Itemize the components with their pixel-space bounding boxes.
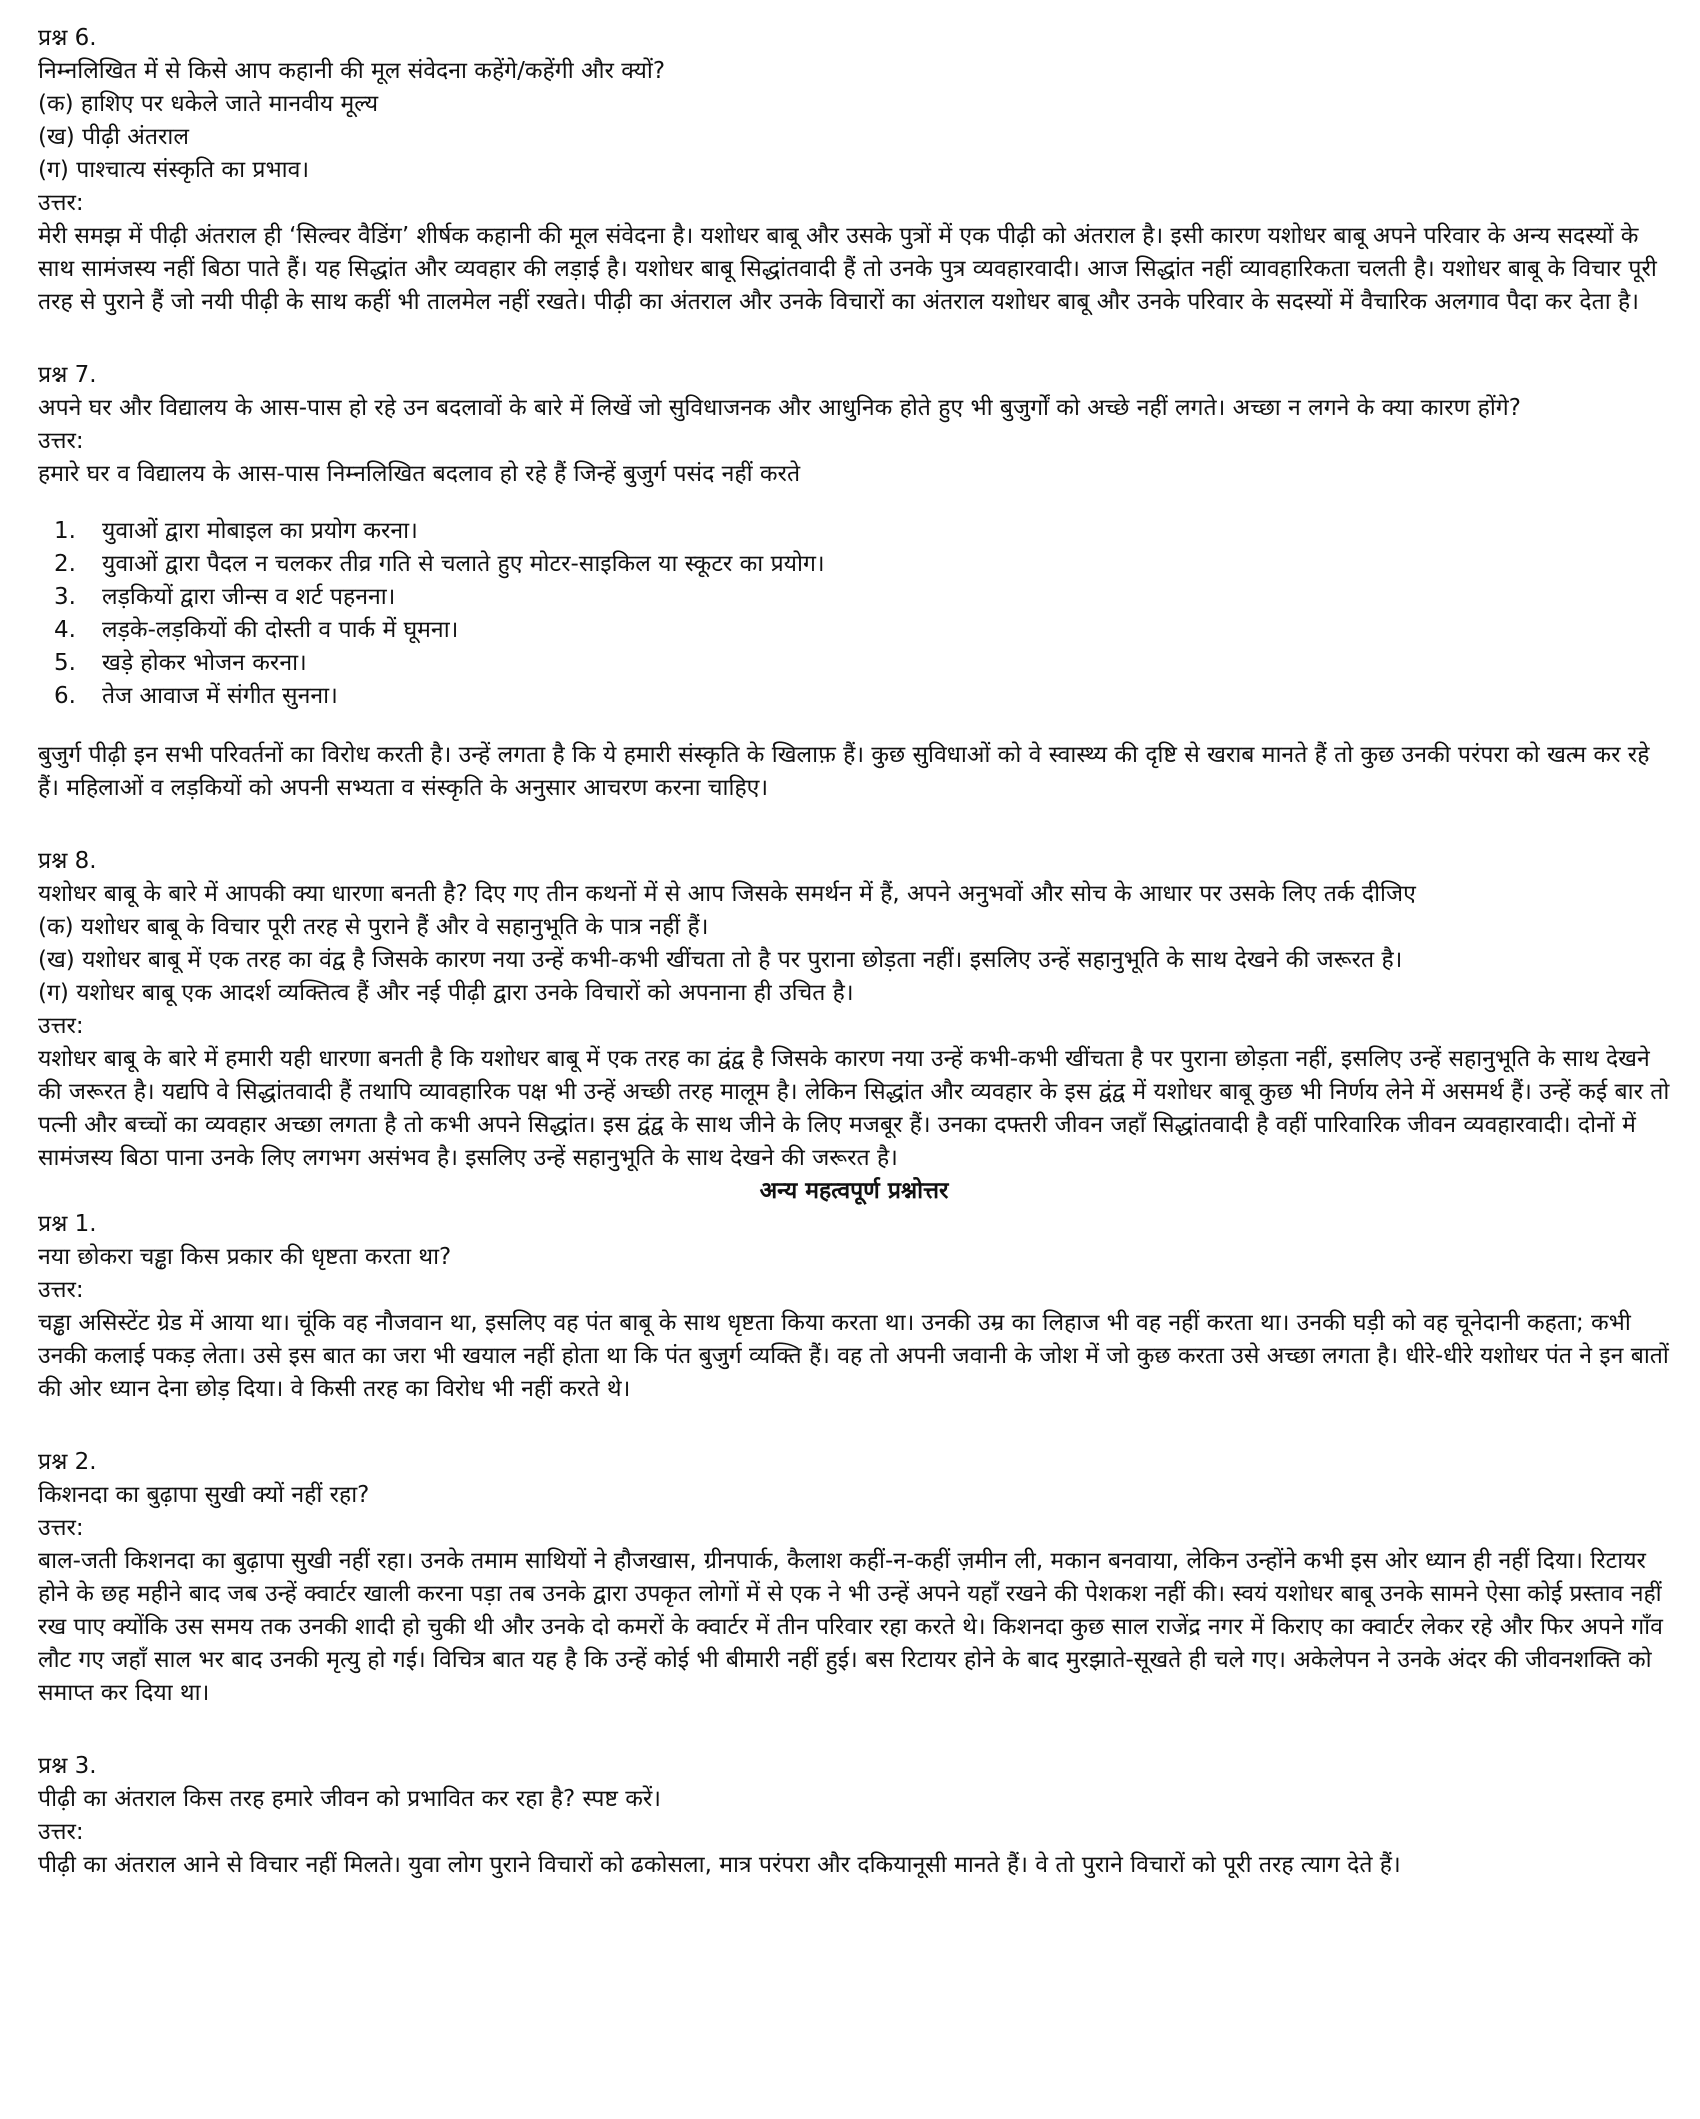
section-heading: अन्य महत्वपूर्ण प्रश्नोत्तर [759, 1178, 949, 1204]
list-item [38, 581, 1670, 614]
list-text: युवाओं द्वारा पैदल न चलकर तीव्र गति से चलाते हुए मोटर-साइकिल या स्कूटर का प्रयोग। [102, 551, 825, 577]
question-label: प्रश्न 6. [38, 25, 97, 51]
list-text: तेज आवाज में संगीत सुनना। [102, 683, 338, 709]
list-item [38, 680, 1670, 713]
question-8-block [38, 845, 1670, 1175]
list-item [38, 548, 1670, 581]
question-label: प्रश्न 8. [38, 848, 97, 874]
list-number: 3. [54, 584, 76, 610]
question-text: नया छोकरा चड्ढा किस प्रकार की धृष्टता करता था? [38, 1244, 452, 1270]
answer-text: मेरी समझ में पीढ़ी अंतराल ही ‘सिल्वर वैडिंग’ शीर्षक कहानी की मूल संवेदना है। यशोधर बाबू और उसके पुत्रों में एक पीढ़ी को अंतराल है। इसी कारण यशोधर बाबू अपने परिवार के अन्य सदस्यों के साथ सामंजस्य नहीं बिठा पाते हैं। यह सिद्धांत और व्यवहार की लड़ाई है। यशोधर बाबू सिद्धांतवादी हैं तो उनके पुत्र व्यवहारवादी। आज सिद्धांत नहीं व्यावहारिकता चलती है। यशोधर बाबू के विचार पूरी तरह से पुराने हैं जो नयी पीढ़ी के साथ कहीं भी तालमेल नहीं रखते। पीढ़ी का अंतराल और उनके विचारों का अंतराल यशोधर बाबू और उनके परिवार के सदस्यों में वैचारिक अलगाव पैदा कर देता है। [38, 223, 1657, 315]
question-6-block [38, 22, 1670, 319]
list-text: खड़े होकर भोजन करना। [102, 650, 307, 676]
list-number: 2. [54, 551, 76, 577]
answer-label: उत्तर: [38, 428, 84, 454]
question-7-block [38, 359, 1670, 805]
answer-text: पीढ़ी का अंतराल आने से विचार नहीं मिलते। युवा लोग पुराने विचारों को ढकोसला, मात्र परंपरा और दकियानूसी मानते हैं। वे तो पुराने विचारों को पूरी तरह त्याग देते हैं। [38, 1852, 1401, 1878]
list-item [38, 515, 1670, 548]
option-item: (ख) पीढ़ी अंतराल [38, 124, 189, 150]
answer-intro: हमारे घर व विद्यालय के आस-पास निम्नलिखित बदलाव हो रहे हैं जिन्हें बुजुर्ग पसंद नहीं करते [38, 461, 801, 487]
other-question-2-block [38, 1446, 1670, 1710]
change-list [38, 515, 1670, 713]
answer-text: यशोधर बाबू के बारे में हमारी यही धारणा बनती है कि यशोधर बाबू में एक तरह का द्वंद्व है जिसके कारण नया उन्हें कभी-कभी खींचता है पर पुराना छोड़ता नहीं, इसलिए उन्हें सहानुभूति के साथ देखने की जरूरत है। यद्यपि वे सिद्धांतवादी हैं तथापि व्यावहारिक पक्ष भी उन्हें अच्छी तरह मालूम है। लेकिन सिद्धांत और व्यवहार के इस द्वंद्व में यशोधर बाबू कुछ भी निर्णय लेने में असमर्थ हैं। उन्हें कई बार तो पत्नी और बच्चों का व्यवहार अच्छा लगता है तो कभी अपने सिद्धांत। इस द्वंद्व के साथ जीने के लिए मजबूर हैं। उनका दफ्तरी जीवन जहाँ सिद्धांतवादी है वहीं पारिवारिक जीवन व्यवहारवादी। दोनों में सामंजस्य बिठा पाना उनके लिए लगभग असंभव है। इसलिए उन्हें सहानुभूति के साथ देखने की जरूरत है। [38, 1046, 1670, 1171]
answer-label: उत्तर: [38, 1819, 84, 1845]
option-item: (क) हाशिए पर धकेले जाते मानवीय मूल्य [38, 91, 379, 117]
answer-label: उत्तर: [38, 1515, 84, 1541]
other-question-3-block [38, 1750, 1670, 1882]
question-label: प्रश्न 1. [38, 1211, 97, 1237]
question-label: प्रश्न 3. [38, 1753, 97, 1779]
answer-label: उत्तर: [38, 190, 84, 216]
list-number: 1. [54, 518, 76, 544]
question-text: निम्नलिखित में से किसे आप कहानी की मूल संवेदना कहेंगे/कहेंगी और क्यों? [38, 58, 666, 84]
question-text: पीढ़ी का अंतराल किस तरह हमारे जीवन को प्रभावित कर रहा है? स्पष्ट करें। [38, 1786, 662, 1812]
list-item [38, 647, 1670, 680]
option-item: (ख) यशोधर बाबू में एक तरह का वंद्व है जिसके कारण नया उन्हें कभी-कभी खींचता तो है पर पुराना छोड़ता नहीं। इसलिए उन्हें सहानुभूति के साथ देखने की जरूरत है। [38, 947, 1403, 973]
answer-text: बुजुर्ग पीढ़ी इन सभी परिवर्तनों का विरोध करती है। उन्हें लगता है कि ये हमारी संस्कृति के खिलाफ़ हैं। कुछ सुविधाओं को वे स्वास्थ्य की दृष्टि से खराब मानते हैं तो कुछ उनकी परंपरा को खत्म कर रहे हैं। महिलाओं व लड़कियों को अपनी सभ्यता व संस्कृति के अनुसार आचरण करना चाहिए। [38, 742, 1650, 801]
other-question-1-block [38, 1208, 1670, 1406]
list-text: लड़कियों द्वारा जीन्स व शर्ट पहनना। [102, 584, 396, 610]
option-item: (क) यशोधर बाबू के विचार पूरी तरह से पुराने हैं और वे सहानुभूति के पात्र नहीं हैं। [38, 914, 709, 940]
list-number: 4. [54, 617, 76, 643]
answer-label: उत्तर: [38, 1277, 84, 1303]
answer-text: चड्ढा असिस्टेंट ग्रेड में आया था। चूंकि वह नौजवान था, इसलिए वह पंत बाबू के साथ धृष्टता किया करता था। उनकी उम्र का लिहाज भी वह नहीं करता था। उनकी घड़ी को वह चूनेदानी कहता; कभी उनकी कलाई पकड़ लेता। उसे इस बात का जरा भी खयाल नहीं होता था कि पंत बुजुर्ग व्यक्ति हैं। वह तो अपनी जवानी के जोश में जो कुछ करता उसे अच्छा लगता है। धीरे-धीरे यशोधर पंत ने इन बातों की ओर ध्यान देना छोड़ दिया। वे किसी तरह का विरोध भी नहीं करते थे। [38, 1310, 1669, 1402]
answer-label: उत्तर: [38, 1013, 84, 1039]
question-label: प्रश्न 2. [38, 1449, 97, 1475]
option-item: (ग) यशोधर बाबू एक आदर्श व्यक्तित्व हैं और नई पीढ़ी द्वारा उनके विचारों को अपनाना ही उचित है। [38, 980, 854, 1006]
question-text: किशनदा का बुढ़ापा सुखी क्यों नहीं रहा? [38, 1482, 370, 1508]
document-page [38, 22, 1670, 1882]
question-text: अपने घर और विद्यालय के आस-पास हो रहे उन बदलावों के बारे में लिखें जो सुविधाजनक और आधुनिक होते हुए भी बुजुर्गों को अच्छे नहीं लगते। अच्छा न लगने के क्या कारण होंगे? [38, 395, 1521, 421]
question-label: प्रश्न 7. [38, 362, 97, 388]
question-text: यशोधर बाबू के बारे में आपकी क्या धारणा बनती है? दिए गए तीन कथनों में से आप जिसके समर्थन में हैं, अपने अनुभवों और सोच के आधार पर उसके लिए तर्क दीजिए [38, 881, 1416, 907]
answer-text: बाल-जती किशनदा का बुढ़ापा सुखी नहीं रहा। उनके तमाम साथियों ने हौजखास, ग्रीनपार्क, कैलाश कहीं-न-कहीं ज़मीन ली, मकान बनवाया, लेकिन उन्होंने कभी इस ओर ध्यान ही नहीं दिया। रिटायर होने के छह महीने बाद जब उन्हें क्वार्टर खाली करना पड़ा तब उनके द्वारा उपकृत लोगों में से एक ने भी उन्हें अपने यहाँ रखने की पेशकश नहीं की। स्वयं यशोधर बाबू उनके सामने ऐसा कोई प्रस्ताव नहीं रख पाए क्योंकि उस समय तक उनकी शादी हो चुकी थी और उनके दो कमरों के क्वार्टर में तीन परिवार रहा करते थे। किशनदा कुछ साल राजेंद्र नगर में किराए का क्वार्टर लेकर रहे और फिर अपने गाँव लौट गए जहाँ साल भर बाद उनकी मृत्यु हो गई। विचित्र बात यह है कि उन्हें कोई भी बीमारी नहीं हुई। बस रिटायर होने के बाद मुरझाते-सूखते ही चले गए। अकेलेपन ने उनके अंदर की जीवनशक्ति को समाप्त कर दिया था। [38, 1548, 1663, 1706]
option-item: (ग) पाश्चात्य संस्कृति का प्रभाव। [38, 157, 310, 183]
list-number: 6. [54, 683, 76, 709]
list-text: युवाओं द्वारा मोबाइल का प्रयोग करना। [102, 518, 418, 544]
list-item [38, 614, 1670, 647]
list-text: लड़के-लड़कियों की दोस्ती व पार्क में घूमना। [102, 617, 459, 643]
list-number: 5. [54, 650, 76, 676]
